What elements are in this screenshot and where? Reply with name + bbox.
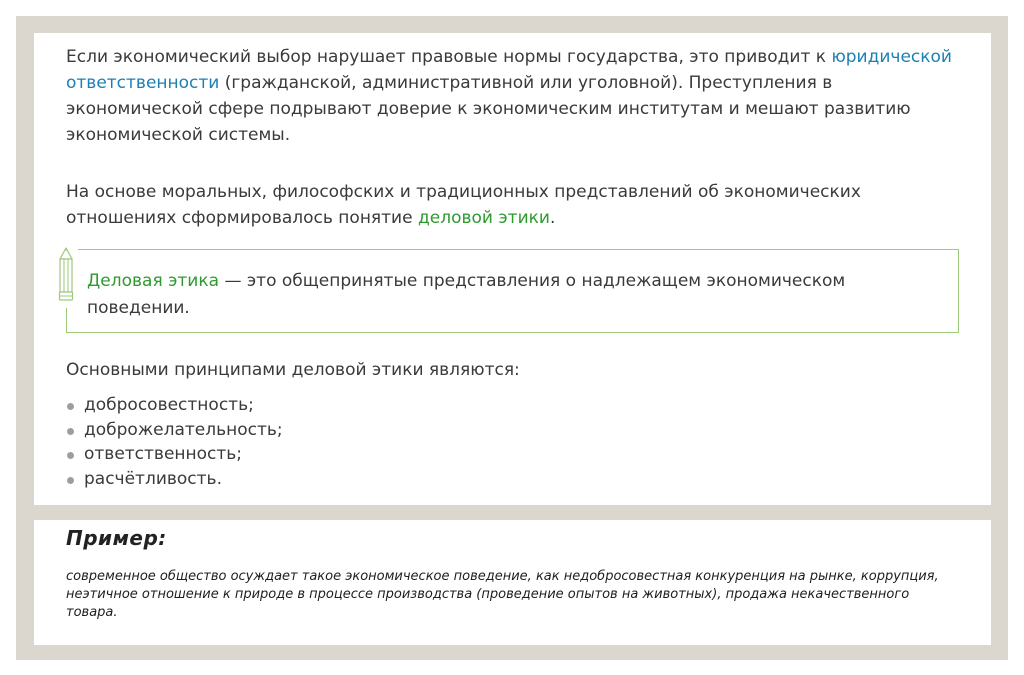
paragraph-legal-responsibility — [66, 44, 966, 148]
list-item: расчётливость. — [66, 467, 283, 492]
main-content-panel — [34, 33, 991, 505]
paragraph-text: . — [549, 208, 556, 228]
paragraph-business-ethics-origin — [66, 179, 966, 231]
definition-term[interactable]: Деловая этика — [87, 271, 220, 291]
definition-body: — это общепринятые представления о надлежащем экономическом поведении. — [87, 271, 846, 318]
list-item: ответственность; — [66, 442, 283, 467]
pencil-icon — [54, 246, 78, 308]
principles-intro: Основными принципами деловой этики являются: — [66, 360, 520, 380]
paragraph-text: На основе моральных, философских и традиционных представлений об экономических отношениях сформировалось понятие — [66, 182, 861, 228]
definition-text — [87, 268, 947, 322]
business-ethics-link[interactable]: деловой этики — [417, 208, 550, 228]
legal-responsibility-link[interactable]: юридической ответственности — [66, 47, 952, 93]
example-text: современное общество осуждает такое экономическое поведение, как недобросовестная конкуренция на рынке, коррупция, неэтичное отношение к природе в процессе производства (проведение опытов на животных), продажа некачественного товара. — [66, 569, 939, 620]
example-title: Пример: — [66, 526, 167, 550]
definition-box — [66, 249, 959, 333]
example-panel — [34, 520, 991, 645]
list-item: добросовестность; — [66, 393, 283, 418]
principles-list — [66, 393, 283, 491]
paragraph-text: Если экономический выбор нарушает правовые нормы государства, это приводит к — [66, 47, 832, 67]
paragraph-text: (гражданской, административной или уголовной). Преступления в экономической сфере подрывают доверие к экономическим институтам и мешают развитию экономической системы. — [66, 73, 911, 145]
list-item: доброжелательность; — [66, 418, 283, 443]
